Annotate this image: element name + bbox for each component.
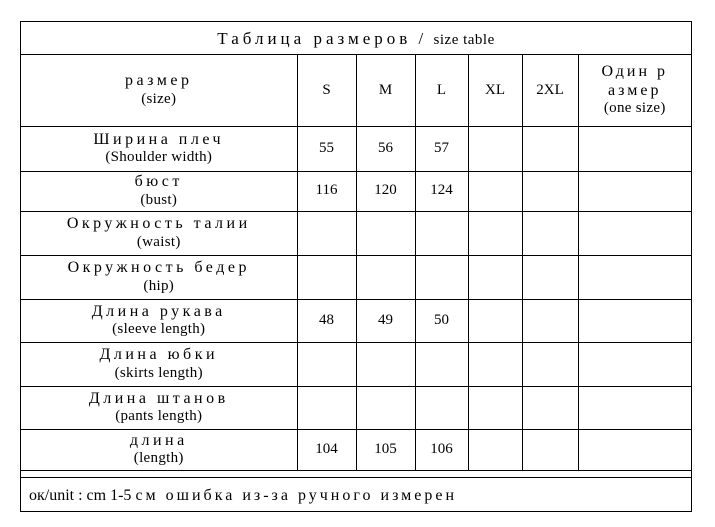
measurement-label-cell: [21, 211, 297, 255]
value-cell: 57: [415, 126, 468, 171]
value-cell: [415, 386, 468, 429]
measurement-label-ru: Окружность бедер: [67, 259, 250, 277]
value-cell: [522, 386, 578, 429]
value-cell: [356, 211, 415, 255]
value-cell: [578, 211, 691, 255]
value-cell: [468, 386, 522, 429]
footer-note: [21, 477, 691, 511]
value-cell: [415, 342, 468, 386]
value-cell: [578, 255, 691, 299]
value-cell: 106: [415, 429, 468, 470]
one-size-ru-line-1: Один р: [601, 63, 669, 81]
measurement-label-en: (sleeve length): [112, 321, 206, 338]
footer-error-note: см ошибка из-за ручного измерен: [135, 487, 458, 504]
value-cell: 56: [356, 126, 415, 171]
value-cell: [522, 342, 578, 386]
size-header-en: (size): [141, 90, 177, 107]
value-cell: [578, 429, 691, 470]
value-cell: [522, 429, 578, 470]
measurement-label-ru: бюст: [134, 173, 183, 191]
size-table-frame: [20, 21, 692, 512]
value-cell: [297, 342, 356, 386]
measurement-label-cell: [21, 126, 297, 171]
value-cell: [522, 299, 578, 342]
measurement-label-ru: Ширина плеч: [93, 130, 225, 148]
header-row: [21, 55, 691, 126]
column-header-s: S: [297, 55, 356, 126]
value-cell: [522, 211, 578, 255]
value-cell: [356, 342, 415, 386]
one-size-en: (one size): [603, 100, 666, 117]
measurement-label-en: (Shoulder width): [105, 149, 213, 166]
value-cell: 120: [356, 171, 415, 211]
table-row: [21, 126, 691, 171]
footer-unit: ок/unit : cm 1-5: [29, 487, 132, 504]
measurement-label-ru: длина: [129, 431, 188, 449]
value-cell: 104: [297, 429, 356, 470]
value-cell: [578, 299, 691, 342]
measurement-label-en: (bust): [140, 191, 178, 208]
measurement-label-ru: Длина штанов: [88, 389, 229, 407]
table-row: [21, 211, 691, 255]
size-table: [21, 55, 691, 471]
value-cell: [297, 211, 356, 255]
table-row: [21, 299, 691, 342]
value-cell: [415, 211, 468, 255]
value-cell: [522, 255, 578, 299]
value-cell: [468, 299, 522, 342]
value-cell: [522, 171, 578, 211]
value-cell: [356, 255, 415, 299]
value-cell: [468, 126, 522, 171]
value-cell: 55: [297, 126, 356, 171]
title-en: size table: [433, 32, 495, 48]
value-cell: 50: [415, 299, 468, 342]
measurement-label-ru: Окружность талии: [66, 215, 251, 233]
value-cell: [578, 171, 691, 211]
value-cell: 124: [415, 171, 468, 211]
measurement-label-cell: [21, 386, 297, 429]
table-row: [21, 171, 691, 211]
value-cell: [297, 255, 356, 299]
value-cell: [578, 126, 691, 171]
value-cell: [468, 255, 522, 299]
value-cell: [468, 342, 522, 386]
table-title: [21, 22, 691, 55]
table-row: [21, 255, 691, 299]
measurement-label-cell: [21, 429, 297, 470]
column-header-one-size: [578, 55, 691, 126]
measurement-label-cell: [21, 299, 297, 342]
one-size-ru-line-2: азмер: [608, 81, 662, 99]
column-header-l: L: [415, 55, 468, 126]
table-row: [21, 386, 691, 429]
value-cell: [578, 386, 691, 429]
measurement-label-en: (pants length): [115, 408, 203, 425]
size-header-cell: [21, 55, 297, 126]
value-cell: [468, 211, 522, 255]
value-cell: 49: [356, 299, 415, 342]
measurement-label-en: (waist): [136, 233, 181, 250]
measurement-label-en: (length): [133, 450, 184, 467]
value-cell: [415, 255, 468, 299]
value-cell: [297, 386, 356, 429]
value-cell: [578, 342, 691, 386]
table-row: [21, 429, 691, 470]
measurement-label-ru: Длина юбки: [99, 346, 219, 364]
column-header-2xl: 2XL: [522, 55, 578, 126]
title-ru: Таблица размеров: [217, 29, 412, 48]
measurement-label-en: (skirts length): [114, 364, 203, 381]
measurement-label-cell: [21, 255, 297, 299]
value-cell: [522, 126, 578, 171]
value-cell: 105: [356, 429, 415, 470]
measurement-label-cell: [21, 342, 297, 386]
measurement-label-en: (hip): [143, 277, 175, 294]
value-cell: 48: [297, 299, 356, 342]
size-header-ru: размер: [125, 72, 193, 90]
column-header-xl: XL: [468, 55, 522, 126]
value-cell: [468, 429, 522, 470]
column-header-m: M: [356, 55, 415, 126]
value-cell: 116: [297, 171, 356, 211]
value-cell: [468, 171, 522, 211]
title-separator: /: [418, 29, 427, 48]
table-row: [21, 342, 691, 386]
measurement-label-ru: Длина рукава: [91, 302, 226, 320]
value-cell: [356, 386, 415, 429]
measurement-label-cell: [21, 171, 297, 211]
